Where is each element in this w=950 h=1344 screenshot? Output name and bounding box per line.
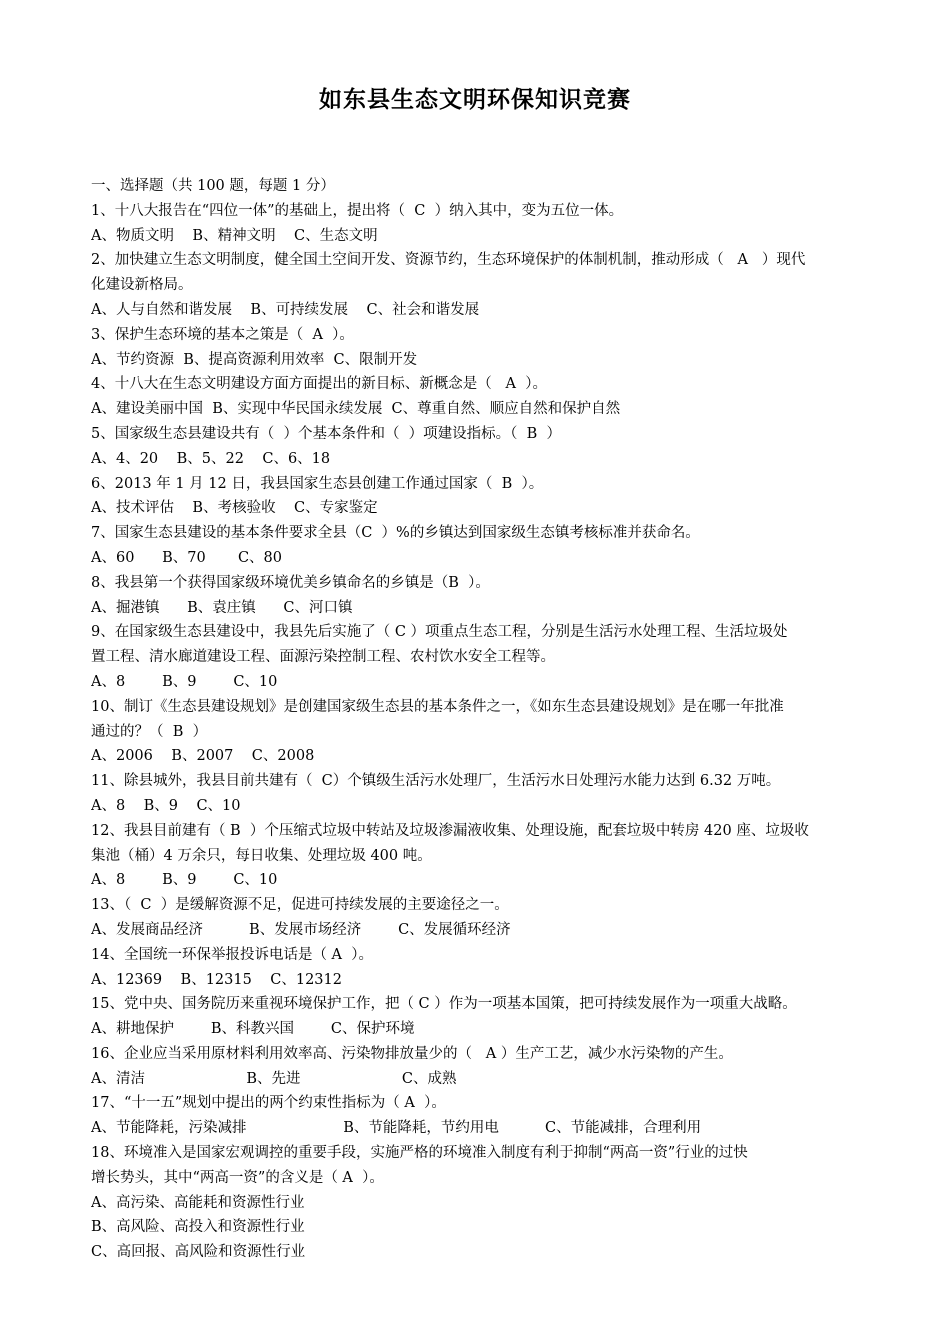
question-2-options: A、人与自然和谐发展 B、可持续发展 C、社会和谐发展 [91, 301, 480, 318]
question-10-options: A、2006 B、2007 C、2008 [91, 748, 315, 765]
question-1: 1、十八大报告在“四位一体”的基础上，提出将（ C ）纳入其中，变为五位一体。 [91, 202, 624, 219]
question-10-line-1: 10、制订《生态县建设规划》是创建国家级生态县的基本条件之一，《如东生态县建设规划》是在哪一年批准 [91, 698, 784, 715]
question-18-line-1: 18、环境准入是国家宏观调控的重要手段，实施严格的环境准入制度有利于抑制“两高一资”行业的过快 [91, 1145, 748, 1162]
question-12-line-2: 集池（桶）4 万余只，每日收集、处理垃圾 400 吨。 [91, 847, 432, 864]
question-1-options: A、物质文明 B、精神文明 C、生态文明 [91, 227, 378, 244]
question-5: 5、国家级生态县建设共有（ ）个基本条件和（ ）项建设指标。（ B ） [91, 425, 562, 442]
question-18-option-c: C、高回报、高风险和资源性行业 [91, 1244, 306, 1261]
question-2-line-1: 2、加快建立生态文明制度，健全国土空间开发、资源节约，生态环境保护的体制机制，推动形成（ A ）现代 [91, 252, 806, 269]
question-15: 15、党中央、国务院历来重视环境保护工作，把（ C ）作为一项基本国策，把可持续发展作为一项重大战略。 [91, 996, 797, 1013]
question-9-line-2: 置工程、清水廊道建设工程、面源污染控制工程、农村饮水安全工程等。 [91, 649, 555, 666]
question-17: 17、“十一五”规划中提出的两个约束性指标为（ A ）。 [91, 1095, 446, 1112]
question-14: 14、全国统一环保举报投诉电话是（ A ）。 [91, 946, 373, 963]
section-heading: 一、选择题（共 100 题，每题 1 分） [91, 178, 335, 194]
question-18-option-a: A、高污染、高能耗和资源性行业 [91, 1194, 305, 1211]
question-13-options: A、发展商品经济 B、发展市场经济 C、发展循环经济 [91, 921, 511, 938]
question-13: 13、（ C ）是缓解资源不足，促进可持续发展的主要途径之一。 [91, 897, 509, 914]
question-5-options: A、4、20 B、5、22 C、6、18 [91, 450, 331, 467]
question-16: 16、企业应当采用原材料利用效率高、污染物排放量少的（ A ）生产工艺，减少水污染物的产生。 [91, 1045, 733, 1062]
question-7: 7、国家生态县建设的基本条件要求全县（C ）%的乡镇达到国家级生态镇考核标准并获命名。 [91, 525, 700, 542]
question-14-options: A、12369 B、12315 C、12312 [91, 971, 342, 988]
question-12-options: A、8 B、9 C、10 [91, 872, 278, 889]
document-body [91, 174, 859, 1265]
question-18-option-b: B、高风险、高投入和资源性行业 [91, 1219, 305, 1236]
question-9-line-1: 9、在国家级生态县建设中，我县先后实施了（ C ）项重点生态工程，分别是生活污水处理工程、生活垃圾处 [91, 624, 788, 641]
question-6-options: A、技术评估 B、考核验收 C、专家鉴定 [91, 500, 378, 517]
question-11: 11、除县城外，我县目前共建有（ C）个镇级生活污水处理厂，生活污水日处理污水能力达到 6.32 万吨。 [91, 773, 781, 790]
question-15-options: A、耕地保护 B、科教兴国 C、保护环境 [91, 1021, 415, 1038]
document-title: 如东县生态文明环保知识竞赛 [319, 87, 631, 113]
question-16-options: A、清洁 B、先进 C、成熟 [91, 1070, 457, 1087]
question-17-options: A、节能降耗，污染减排 B、节能降耗，节约用电 C、节能减排，合理利用 [91, 1120, 702, 1137]
question-6: 6、2013 年 1 月 12 日，我县国家生态县创建工作通过国家（ B ）。 [91, 475, 544, 492]
question-18-line-2: 增长势头，其中“两高一资”的含义是（ A ）。 [91, 1169, 384, 1186]
question-3: 3、保护生态环境的基本之策是（ A ）。 [91, 326, 354, 343]
question-2-line-2: 化建设新格局。 [91, 277, 193, 294]
question-8: 8、我县第一个获得国家级环境优美乡镇命名的乡镇是（B ）。 [91, 574, 490, 591]
question-4: 4、十八大在生态文明建设方面方面提出的新目标、新概念是（ A ）。 [91, 376, 547, 393]
question-3-options: A、节约资源 B、提高资源利用效率 C、限制开发 [91, 351, 418, 368]
question-10-line-2: 通过的？（ B ） [91, 723, 208, 740]
question-7-options: A、60 B、70 C、80 [91, 549, 282, 566]
question-8-options: A、掘港镇 B、袁庄镇 C、河口镇 [91, 599, 353, 616]
question-9-options: A、8 B、9 C、10 [91, 673, 278, 690]
question-12-line-1: 12、我县目前建有（ B ）个压缩式垃圾中转站及垃圾渗漏液收集、处理设施，配套垃圾中转房 420 座、垃圾收 [91, 822, 809, 839]
question-4-options: A、建设美丽中国 B、实现中华民国永续发展 C、尊重自然、顺应自然和保护自然 [91, 401, 621, 418]
question-11-options: A、8 B、9 C、10 [91, 797, 241, 814]
